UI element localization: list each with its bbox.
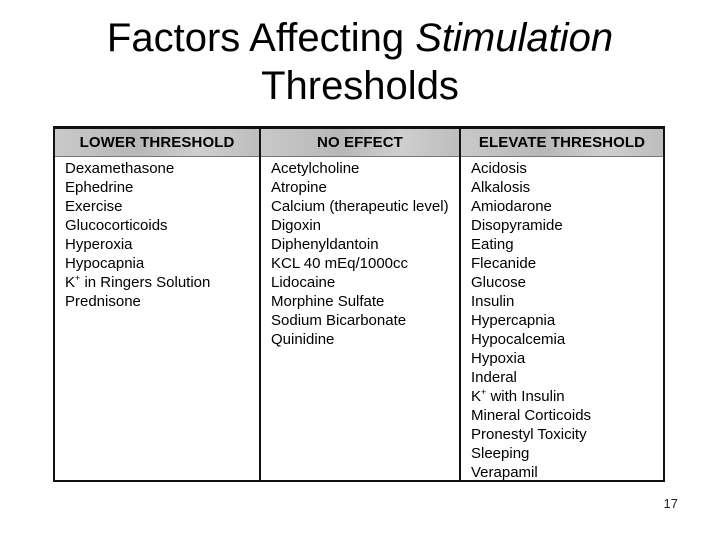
list-item: Amiodarone — [471, 198, 552, 215]
table-columns — [55, 129, 663, 480]
list-item: Glucose — [471, 274, 527, 291]
title-text-plain: Factors Affecting — [106, 16, 416, 60]
list-item: Verapamil — [471, 464, 538, 481]
item-list — [55, 157, 259, 311]
list-item: Hypocapnia — [65, 255, 145, 272]
list-item: Dexamethasone — [65, 160, 175, 177]
item-list — [461, 157, 663, 482]
column-header: ELEVATE THRESHOLD — [461, 129, 663, 157]
column-header: LOWER THRESHOLD — [55, 129, 259, 157]
title-line-1 — [0, 14, 720, 62]
column-header: NO EFFECT — [261, 129, 459, 157]
list-item: Atropine — [271, 179, 327, 196]
list-item: Prednisone — [65, 293, 141, 310]
list-item: Lidocaine — [271, 274, 336, 291]
list-item: Acidosis — [471, 160, 527, 177]
list-item: Diphenyldantoin — [271, 236, 379, 253]
list-item: Ephedrine — [65, 179, 134, 196]
list-item: Insulin — [471, 293, 515, 310]
list-item: Pronestyl Toxicity — [471, 426, 587, 443]
column-elevate-threshold — [461, 129, 663, 480]
list-item: Alkalosis — [471, 179, 531, 196]
list-item: Quinidine — [271, 331, 335, 348]
title-text-italic: Stimulation — [415, 16, 614, 60]
list-item: Glucocorticoids — [65, 217, 168, 234]
list-item: Exercise — [65, 198, 123, 215]
list-item: Hypoxia — [471, 350, 526, 367]
list-item: K+ in Ringers Solution — [65, 273, 211, 291]
list-item: Calcium (therapeutic level) — [271, 198, 449, 215]
threshold-table — [53, 126, 665, 482]
list-item: Mineral Corticoids — [471, 407, 592, 424]
list-item: Morphine Sulfate — [271, 293, 385, 310]
superscript: + — [481, 387, 487, 397]
page-number: 17 — [663, 496, 678, 511]
list-item: KCL 40 mEq/1000cc — [271, 255, 409, 272]
list-item: Hyperoxia — [65, 236, 133, 253]
list-item: Hypocalcemia — [471, 331, 566, 348]
list-item: Hypercapnia — [471, 312, 556, 329]
list-item: Sleeping — [471, 445, 530, 462]
list-item: K+ with Insulin — [471, 387, 565, 405]
column-lower-threshold — [55, 129, 261, 480]
list-item: Inderal — [471, 369, 517, 386]
list-item: Disopyramide — [471, 217, 563, 234]
item-list — [261, 157, 459, 349]
slide-title — [0, 14, 720, 110]
list-item: Eating — [471, 236, 514, 253]
title-line-2: Thresholds — [261, 64, 459, 108]
list-item: Flecanide — [471, 255, 537, 272]
list-item: Acetylcholine — [271, 160, 360, 177]
superscript: + — [75, 273, 81, 283]
list-item: Digoxin — [271, 217, 322, 234]
column-no-effect — [261, 129, 461, 480]
list-item: Sodium Bicarbonate — [271, 312, 407, 329]
